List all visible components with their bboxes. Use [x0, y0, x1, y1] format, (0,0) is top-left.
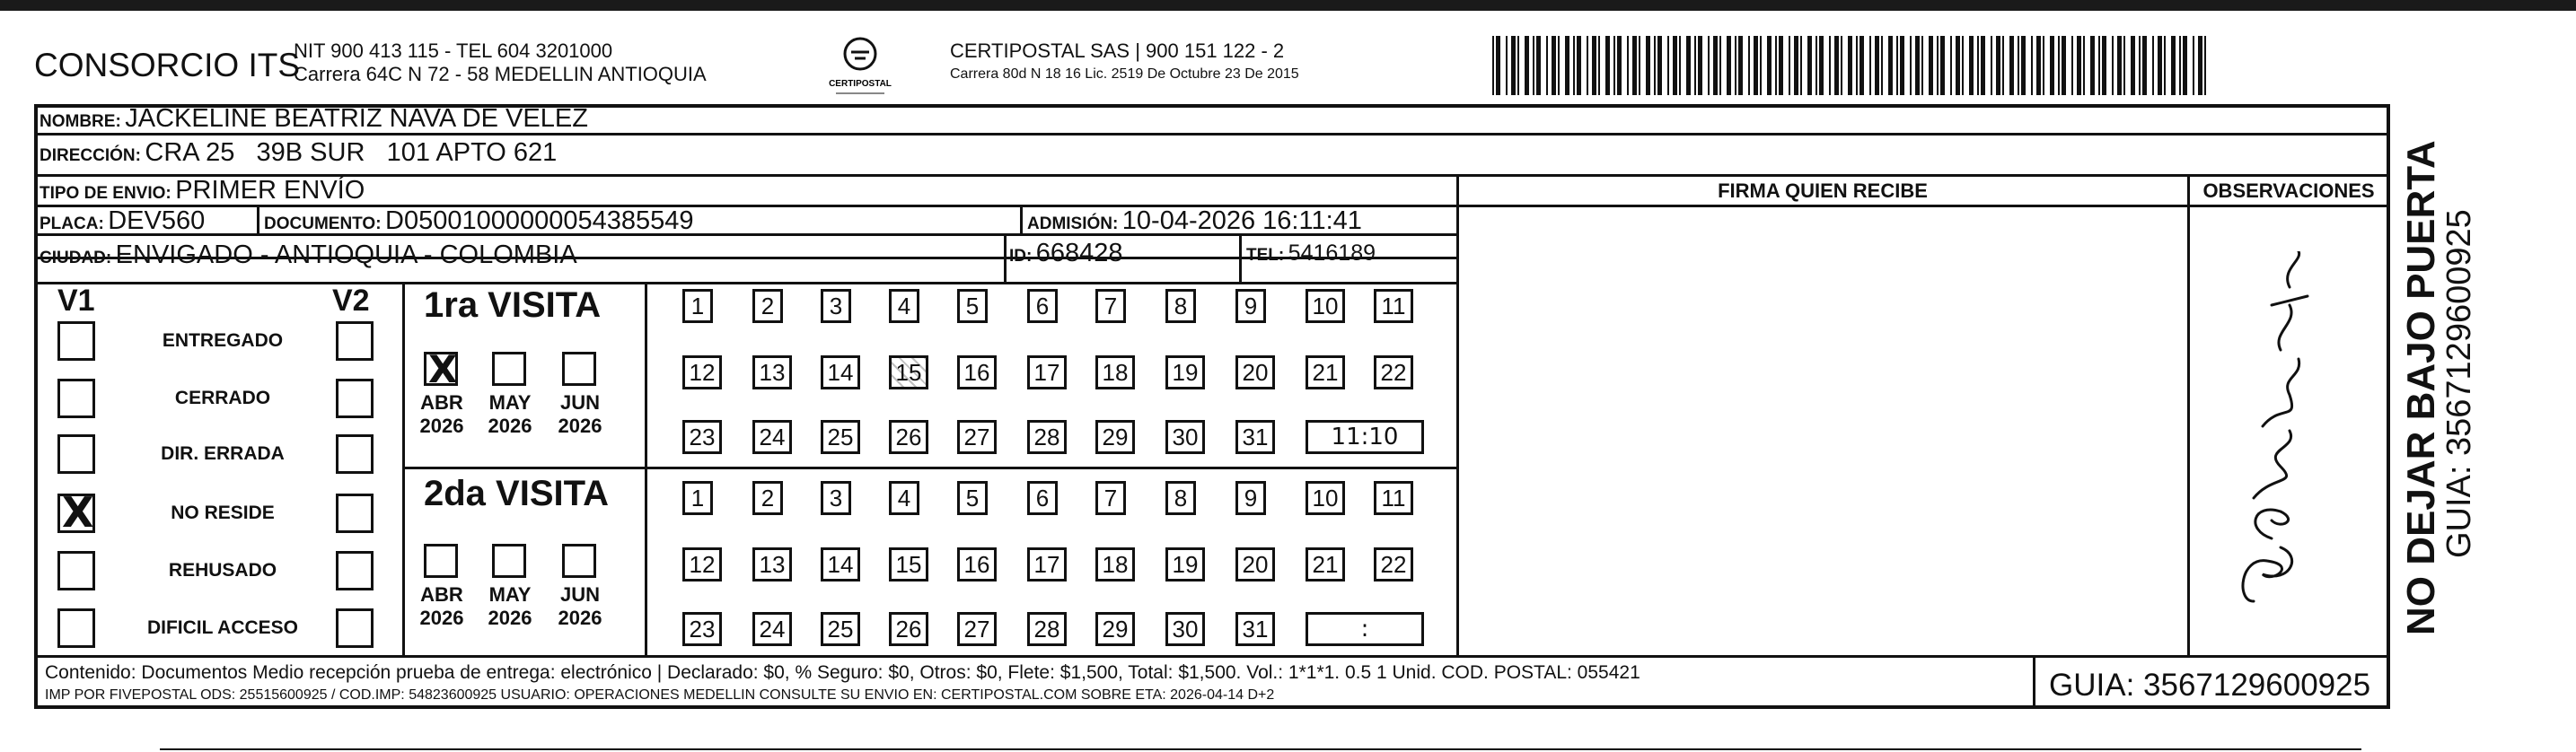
barcode-bar	[2139, 36, 2141, 95]
second-visit-day-box[interactable]: 12	[682, 547, 722, 581]
admision-value: 10-04-2026 16:11:41	[1121, 206, 1362, 235]
first-visit-month-checkbox[interactable]	[492, 352, 526, 386]
first-visit-day-box[interactable]: 22	[1374, 355, 1413, 389]
barcode-bar	[2090, 36, 2095, 95]
barcode-bar	[1900, 36, 1904, 95]
documento-label: DOCUMENTO:	[264, 214, 382, 233]
status-label: DIR. ERRADA	[161, 443, 285, 464]
second-visit-day-box[interactable]: 8	[1165, 481, 1196, 515]
barcode-bar	[2058, 36, 2060, 95]
second-visit-day-box[interactable]: 19	[1165, 547, 1205, 581]
first-visit-day-box[interactable]: 25	[821, 420, 860, 454]
second-visit-day-box[interactable]: 28	[1027, 612, 1067, 646]
barcode-bar	[2183, 36, 2187, 95]
v1-checkbox[interactable]	[57, 379, 95, 418]
barcode-bar	[1991, 36, 1992, 95]
logo-text: CERTIPOSTAL	[829, 79, 892, 89]
direccion-label: DIRECCIÓN:	[40, 146, 141, 165]
month-year: 2026	[419, 415, 464, 437]
barcode-bar	[2179, 36, 2181, 95]
barcode-bar	[1646, 36, 1650, 95]
barcode-bar	[2036, 36, 2041, 95]
first-visit-day-box[interactable]: 14	[821, 355, 860, 389]
barcode-bar	[1552, 36, 1556, 95]
first-visit-day-box[interactable]: 11	[1374, 289, 1413, 323]
month-name: JUN	[559, 391, 600, 414]
barcode-bar	[2131, 36, 2135, 95]
second-visit-day-box[interactable]: 1	[682, 481, 713, 515]
firma-header: FIRMA QUIEN RECIBE	[1718, 179, 1928, 202]
footer-contents: Contenido: Documentos Medio recepción prueba de entrega: electrónico | Declarado: $0, % Seguro: $0, Otros: $0, Flete: $1,500, Total: $1,500. Vol.: 1*1*1. 0.5 1 Unid. COD. POSTAL: 055421	[45, 662, 1640, 683]
second-visit-month-checkbox[interactable]	[492, 544, 526, 578]
second-visit-day-box[interactable]: 16	[957, 547, 997, 581]
first-visit-day-box[interactable]: 19	[1165, 355, 1205, 389]
first-visit-day-box[interactable]: 13	[752, 355, 792, 389]
first-visit-day-box[interactable]: 24	[752, 420, 792, 454]
first-visit-day-box[interactable]: 20	[1235, 355, 1275, 389]
nombre-label: NOMBRE:	[40, 112, 121, 131]
footer-guia: GUIA: 3567129600925	[2049, 668, 2371, 703]
barcode-bar	[2164, 36, 2166, 95]
barcode-bar	[1573, 36, 1575, 95]
barcode-bar	[1536, 36, 1541, 95]
barcode-bar	[1627, 36, 1629, 95]
barcode-bar	[1496, 36, 1500, 95]
barcode-bar	[1708, 36, 1710, 95]
divider	[1004, 233, 1007, 284]
second-visit-day-box[interactable]: 15	[889, 547, 928, 581]
month-year: 2026	[558, 415, 602, 437]
barcode-bar	[1673, 36, 1677, 95]
second-visit-day-box[interactable]: 27	[957, 612, 997, 646]
second-visit-day-box[interactable]: 4	[889, 481, 919, 515]
second-visit-day-box[interactable]: 9	[1235, 481, 1266, 515]
barcode-bar	[1881, 36, 1883, 95]
barcode-bar	[1950, 36, 1952, 95]
first-visit-day-box[interactable]: 12	[682, 355, 722, 389]
first-visit-day-box[interactable]: 30	[1165, 420, 1205, 454]
placa-value: DEV560	[108, 206, 206, 235]
second-visit-month-checkbox[interactable]	[562, 544, 596, 578]
barcode-bar	[1511, 36, 1516, 95]
check-mark-icon: X	[62, 488, 94, 537]
first-visit-month-checkbox[interactable]	[562, 352, 596, 386]
barcode-bar	[1605, 36, 1610, 95]
barcode-bar	[1779, 36, 1783, 95]
v1-checkbox[interactable]	[57, 321, 95, 361]
barcode-bar	[1698, 36, 1702, 95]
first-visit-day-box[interactable]: 18	[1095, 355, 1135, 389]
barcode-bar	[1816, 36, 1817, 95]
barcode-bar	[2021, 36, 2026, 95]
barcode-bar	[1834, 36, 1839, 95]
placa-row	[40, 206, 205, 236]
divider	[1239, 233, 1242, 284]
barcode-bar	[2193, 36, 2194, 95]
barcode-bar	[1888, 36, 1893, 95]
status-label: REHUSADO	[168, 560, 277, 581]
status-label: ENTREGADO	[162, 330, 284, 351]
first-visit-day-box[interactable]: 2	[752, 289, 783, 323]
barcode-bar	[2018, 36, 2019, 95]
barcode-bar	[1921, 36, 1923, 95]
admision-label: ADMISIÓN:	[1027, 214, 1119, 233]
side-warning: NO DEJAR BAJO PUERTA	[2399, 140, 2443, 635]
barcode-bar	[1748, 36, 1750, 95]
second-visit-day-box[interactable]: 2	[752, 481, 783, 515]
month-year: 2026	[488, 415, 532, 437]
second-visit-day-box[interactable]: 17	[1027, 547, 1067, 581]
first-visit-day-box[interactable]: 31	[1235, 420, 1275, 454]
barcode-bar	[1981, 36, 1985, 95]
month-year: 2026	[419, 607, 464, 629]
divider	[2187, 174, 2190, 657]
nombre-value: JACKELINE BEATRIZ NAVA DE VELEZ	[125, 104, 588, 133]
carrier-info	[950, 39, 1299, 86]
barcode-bar	[2112, 36, 2114, 95]
barcode-bar	[1492, 36, 1494, 95]
second-visit-title: 2da VISITA	[424, 474, 609, 513]
barcode-bar	[1841, 36, 1842, 95]
second-visit-day-box[interactable]: 7	[1095, 481, 1126, 515]
company-address-line: Carrera 64C N 72 - 58 MEDELLIN ANTIOQUIA	[294, 63, 707, 85]
v1-label: V1	[57, 284, 95, 318]
divider	[402, 467, 1458, 469]
v1-checkbox[interactable]	[57, 434, 95, 474]
barcode-bar	[2098, 36, 2100, 95]
second-visit-day-box[interactable]: 31	[1235, 612, 1275, 646]
id-value: 668428	[1035, 239, 1123, 267]
barcode-bar	[1617, 36, 1622, 95]
barcode-bar	[1587, 36, 1588, 95]
first-visit-day-box[interactable]: 21	[1306, 355, 1345, 389]
ciudad-row	[40, 240, 577, 270]
barcode-bar	[1807, 36, 1812, 95]
barcode-bar	[1800, 36, 1802, 95]
divider	[2033, 655, 2035, 709]
barcode-bar	[1996, 36, 2000, 95]
barcode-bar	[1915, 36, 1920, 95]
company-nit-line: NIT 900 413 115 - TEL 604 3201000	[294, 39, 613, 62]
barcode-bar	[1657, 36, 1662, 95]
tel-row	[1246, 240, 1376, 267]
top-edge-bar	[0, 0, 2576, 11]
barcode-bar	[1829, 36, 1831, 95]
barcode-bar	[1869, 36, 1871, 95]
barcode-bar	[1632, 36, 1637, 95]
barcode-bar	[2123, 36, 2125, 95]
second-visit-day-box[interactable]: 20	[1235, 547, 1275, 581]
month-name: ABR	[420, 583, 463, 606]
barcode-bar	[2142, 36, 2147, 95]
barcode-bar	[1856, 36, 1858, 95]
barcode-bar	[1577, 36, 1581, 95]
first-visit-day-box[interactable]: 8	[1165, 289, 1196, 323]
barcode-bar	[1667, 36, 1669, 95]
first-visit-title: 1ra VISITA	[424, 285, 602, 325]
second-visit-day-box[interactable]: 14	[821, 547, 860, 581]
barcode-bar	[1654, 36, 1656, 95]
carrier-nit-line: CERTIPOSTAL SAS | 900 151 122 - 2	[950, 39, 1285, 62]
month-year: 2026	[488, 607, 532, 629]
second-visit-day-box[interactable]: 21	[1306, 547, 1345, 581]
barcode-bar	[1558, 36, 1560, 95]
barcode-bar	[2152, 36, 2154, 95]
v2-label: V2	[332, 284, 370, 318]
first-visit-day-box[interactable]: 9	[1235, 289, 1266, 323]
month-name: JUN	[559, 583, 600, 606]
footer-print-info: IMP POR FIVEPOSTAL ODS: 25515600925 / COD.IMP: 54823600925 USUARIO: OPERACIONES MEDELLIN CONSULTE SU ENVIO EN: CERTIPOSTAL.COM SOBRE ETA: 2026-04-14 D+2	[45, 687, 1275, 703]
check-mark-icon: X	[428, 347, 458, 391]
tipo-label: TIPO DE ENVIO:	[40, 184, 171, 203]
first-visit-day-box[interactable]: 27	[957, 420, 997, 454]
first-visit-day-box[interactable]: 3	[821, 289, 851, 323]
tel-label: TEL:	[1246, 246, 1285, 265]
v2-checkbox[interactable]	[336, 608, 374, 648]
barcode-bar	[1517, 36, 1519, 95]
first-visit-month-label	[415, 391, 469, 438]
id-label: ID:	[1009, 247, 1033, 266]
barcode-bar	[1794, 36, 1798, 95]
id-row	[1009, 239, 1123, 268]
second-visit-day-box[interactable]: 24	[752, 612, 792, 646]
barcode-bar	[1940, 36, 1945, 95]
v2-checkbox[interactable]	[336, 321, 374, 361]
second-visit-day-box[interactable]: 29	[1095, 612, 1135, 646]
barcode	[1492, 36, 2214, 95]
first-visit-day-box[interactable]: 28	[1027, 420, 1067, 454]
barcode-bar	[1598, 36, 1600, 95]
divider	[34, 174, 2390, 177]
status-label: DIFICIL ACCESO	[146, 617, 298, 638]
first-visit-day-box[interactable]: 23	[682, 420, 722, 454]
second-visit-day-box[interactable]: 22	[1374, 547, 1413, 581]
tipo-row	[40, 176, 365, 205]
first-visit-day-box[interactable]: 29	[1095, 420, 1135, 454]
second-visit-time-box[interactable]: :	[1306, 612, 1424, 646]
barcode-bar	[2002, 36, 2004, 95]
direccion-value: CRA 25 39B SUR 101 APTO 621	[145, 138, 558, 167]
ciudad-label: CIUDAD:	[40, 249, 112, 267]
first-visit-day-box[interactable]: 6	[1027, 289, 1058, 323]
barcode-bar	[1639, 36, 1640, 95]
first-visit-day-box[interactable]: 1	[682, 289, 713, 323]
v2-checkbox[interactable]	[336, 434, 374, 474]
first-visit-day-box[interactable]: 5	[957, 289, 988, 323]
status-label: NO RESIDE	[171, 503, 275, 523]
barcode-bar	[2043, 36, 2044, 95]
barcode-bar	[1875, 36, 1879, 95]
barcode-bar	[1896, 36, 1898, 95]
first-visit-time-box[interactable]: 11:10	[1306, 420, 1424, 454]
recipient-signature	[2218, 251, 2352, 628]
first-visit-month-label	[553, 391, 607, 438]
barcode-bar	[2050, 36, 2054, 95]
second-visit-month-label	[483, 583, 537, 630]
barcode-bar	[2171, 36, 2176, 95]
side-guia: GUIA: 3567129600925	[2440, 209, 2478, 558]
barcode-bar	[2031, 36, 2033, 95]
barcode-bar	[2198, 36, 2202, 95]
first-visit-day-box[interactable]: 17	[1027, 355, 1067, 389]
second-visit-day-box[interactable]: 6	[1027, 481, 1058, 515]
barcode-bar	[1937, 36, 1939, 95]
month-year: 2026	[558, 607, 602, 629]
barcode-bar	[1735, 36, 1736, 95]
barcode-bar	[1775, 36, 1777, 95]
direccion-row	[40, 138, 557, 168]
barcode-bar	[1962, 36, 1964, 95]
company-name: CONSORCIO ITS	[34, 47, 301, 83]
placa-label: PLACA:	[40, 214, 104, 233]
barcode-bar	[1969, 36, 1974, 95]
barcode-bar	[2102, 36, 2106, 95]
barcode-bar	[1819, 36, 1824, 95]
barcode-bar	[1848, 36, 1852, 95]
second-visit-day-box[interactable]: 25	[821, 612, 860, 646]
v2-checkbox[interactable]	[336, 379, 374, 418]
second-visit-day-box[interactable]: 26	[889, 612, 928, 646]
barcode-bar	[2077, 36, 2081, 95]
barcode-bar	[2204, 36, 2206, 95]
second-visit-day-box[interactable]: 13	[752, 547, 792, 581]
v2-checkbox[interactable]	[336, 551, 374, 590]
month-name: MAY	[488, 583, 532, 606]
documento-row	[264, 206, 694, 236]
observaciones-header: OBSERVACIONES	[2202, 179, 2375, 202]
second-visit-month-label	[415, 583, 469, 630]
second-visit-month-label	[553, 583, 607, 630]
first-visit-day-box[interactable]: 4	[889, 289, 919, 323]
bottom-rule	[160, 748, 2361, 750]
second-visit-month-checkbox[interactable]	[424, 544, 458, 578]
barcode-bar	[1956, 36, 1960, 95]
tel-value: 5416189	[1288, 240, 1376, 266]
second-visit-day-box[interactable]: 18	[1095, 547, 1135, 581]
barcode-bar	[1713, 36, 1718, 95]
barcode-bar	[2083, 36, 2085, 95]
second-visit-day-box[interactable]: 30	[1165, 612, 1205, 646]
v1-checkbox[interactable]	[57, 551, 95, 590]
divider	[645, 282, 647, 657]
barcode-bar	[2071, 36, 2073, 95]
divider	[257, 205, 259, 235]
status-label: CERRADO	[174, 388, 271, 408]
barcode-bar	[2158, 36, 2162, 95]
first-visit-month-checkbox[interactable]	[424, 347, 458, 391]
barcode-bar	[1859, 36, 1864, 95]
nombre-row	[40, 104, 588, 134]
second-visit-day-box[interactable]: 23	[682, 612, 722, 646]
barcode-bar	[1738, 36, 1743, 95]
barcode-bar	[1977, 36, 1979, 95]
tipo-value: PRIMER ENVÍO	[175, 176, 365, 205]
barcode-bar	[1754, 36, 1758, 95]
barcode-bar	[2117, 36, 2122, 95]
barcode-bar	[1789, 36, 1790, 95]
carrier-license-line: Carrera 80d N 18 16 Lic. 2519 De Octubre 23 De 2015	[950, 66, 1299, 82]
barcode-bar	[1679, 36, 1681, 95]
divider	[1020, 205, 1023, 235]
first-visit-day-box[interactable]: 10	[1306, 289, 1345, 323]
barcode-bar	[1760, 36, 1762, 95]
first-visit-day-box[interactable]: 7	[1095, 289, 1126, 323]
certipostal-logo	[822, 34, 899, 101]
barcode-bar	[1525, 36, 1529, 95]
second-visit-day-box[interactable]: 5	[957, 481, 988, 515]
barcode-bar	[1910, 36, 1912, 95]
admision-row	[1027, 206, 1362, 236]
first-visit-day-box[interactable]: 15	[889, 355, 928, 389]
v2-checkbox[interactable]	[336, 494, 374, 533]
second-visit-day-box[interactable]: 10	[1306, 481, 1345, 515]
barcode-bar	[1719, 36, 1721, 95]
divider	[1456, 174, 1459, 657]
barcode-bar	[1533, 36, 1534, 95]
divider	[34, 655, 2390, 658]
first-visit-month-label	[483, 391, 537, 438]
barcode-bar	[1929, 36, 1933, 95]
v1-checkbox[interactable]	[57, 488, 95, 537]
barcode-bar	[1767, 36, 1772, 95]
documento-value: D05001000000054385549	[385, 206, 694, 235]
barcode-bar	[1592, 36, 1596, 95]
barcode-bar	[1613, 36, 1615, 95]
barcode-bar	[2009, 36, 2014, 95]
second-visit-day-box[interactable]: 3	[821, 481, 851, 515]
barcode-bar	[1727, 36, 1731, 95]
barcode-bar	[1506, 36, 1508, 95]
barcode-bar	[2062, 36, 2066, 95]
barcode-bar	[1546, 36, 1548, 95]
first-visit-day-box[interactable]: 26	[889, 420, 928, 454]
month-name: ABR	[420, 391, 463, 414]
divider	[34, 282, 1458, 284]
barcode-bar	[1694, 36, 1696, 95]
barcode-bar	[1686, 36, 1691, 95]
divider	[402, 282, 405, 657]
barcode-bar	[1565, 36, 1569, 95]
second-visit-day-box[interactable]: 11	[1374, 481, 1413, 515]
company-info	[294, 39, 707, 86]
ciudad-value: ENVIGADO - ANTIOQUIA - COLOMBIA	[115, 240, 577, 269]
v1-checkbox[interactable]	[57, 608, 95, 648]
first-visit-day-box[interactable]: 16	[957, 355, 997, 389]
month-name: MAY	[488, 391, 532, 414]
